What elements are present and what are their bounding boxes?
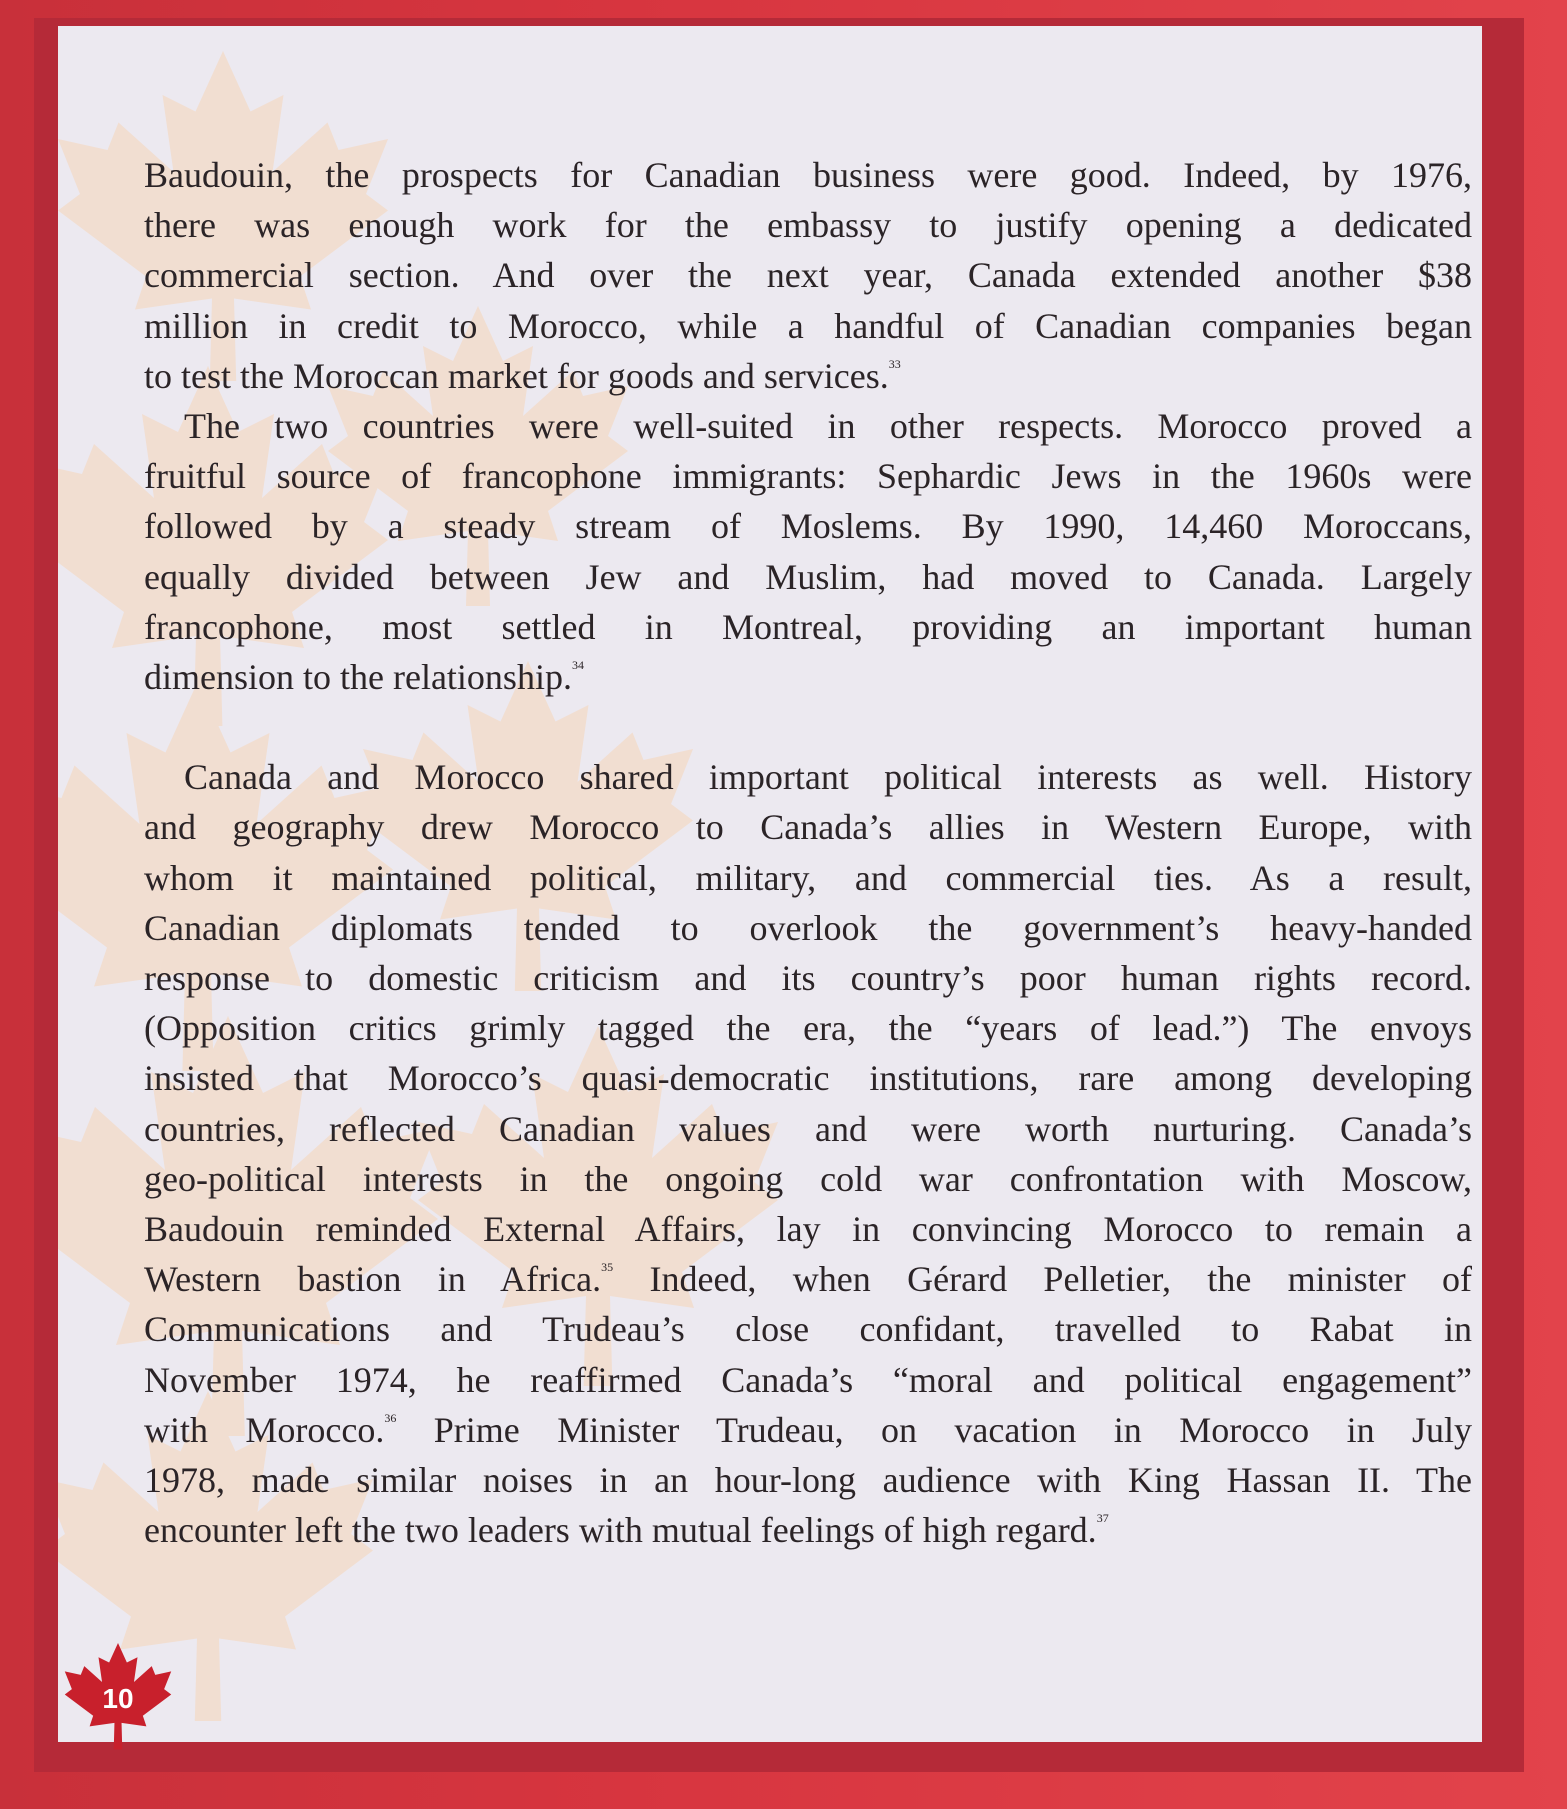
text-line: with Morocco. xyxy=(144,1409,385,1450)
paragraph-1-last-line xyxy=(144,351,1472,401)
text-line: encounter left the two leaders with mutual feelings of high regard. xyxy=(144,1510,1097,1551)
text-line: commercial section. And over the next year, Canada extended another $38 xyxy=(144,255,1472,296)
paragraph-spacer xyxy=(144,702,1472,752)
paper-sheet xyxy=(58,26,1482,1742)
paragraph-3 xyxy=(144,752,1472,1505)
text-line: 1978, made similar noises in an hour-long audience with King Hassan II. The xyxy=(144,1460,1472,1501)
text-line: (Opposition critics grimly tagged the era, the “years of lead.”) The envoys xyxy=(144,1008,1472,1049)
article-body xyxy=(144,150,1472,1555)
text-line: to test the Moroccan market for goods and services. xyxy=(144,355,889,396)
paragraph-2-last-line xyxy=(144,652,1472,702)
footnote-marker: 33 xyxy=(888,356,901,371)
text-line: Canadian diplomats tended to overlook the government’s heavy-handed xyxy=(144,907,1472,948)
text-line: million in credit to Morocco, while a handful of Canadian companies began xyxy=(144,305,1472,346)
text-line: Prime Minister Trudeau, on vacation in Morocco in July xyxy=(396,1409,1472,1450)
footnote-marker: 37 xyxy=(1096,1511,1109,1526)
text-line: response to domestic criticism and its country’s poor human rights record. xyxy=(144,958,1472,999)
text-line: geo-political interests in the ongoing cold war confrontation with Moscow, xyxy=(144,1158,1472,1199)
text-line: Indeed, when Gérard Pelletier, the minister of xyxy=(613,1259,1472,1300)
text-line: November 1974, he reaffirmed Canada’s “moral and political engagement” xyxy=(144,1359,1472,1400)
text-line: insisted that Morocco’s quasi-democratic institutions, rare among developing xyxy=(144,1058,1472,1099)
text-line: equally divided between Jew and Muslim, had moved to Canada. Largely xyxy=(144,556,1472,597)
text-line: whom it maintained political, military, and commercial ties. As a result, xyxy=(144,857,1472,898)
text-line: Western bastion in Africa. xyxy=(144,1259,602,1300)
paragraph-2 xyxy=(144,401,1472,652)
page-number: 10 xyxy=(102,1683,134,1714)
text-line: there was enough work for the embassy to justify opening a dedicated xyxy=(144,205,1472,246)
page-number-badge xyxy=(64,1643,172,1753)
footnote-marker: 35 xyxy=(601,1260,614,1275)
paragraph-3-last-line xyxy=(144,1505,1472,1555)
text-line: Baudouin reminded External Affairs, lay in convincing Morocco to remain a xyxy=(144,1209,1472,1250)
text-line: Baudouin, the prospects for Canadian business were good. Indeed, by 1976, xyxy=(144,155,1472,195)
footnote-marker: 36 xyxy=(384,1410,397,1425)
text-line: Canada and Morocco shared important political interests as well. History xyxy=(184,757,1472,798)
paragraph-1 xyxy=(144,150,1472,351)
text-line: dimension to the relationship. xyxy=(144,657,572,698)
text-line: Communications and Trudeau’s close confidant, travelled to Rabat in xyxy=(144,1309,1472,1350)
footnote-marker: 34 xyxy=(571,658,584,673)
text-line: countries, reflected Canadian values and were worth nurturing. Canada’s xyxy=(144,1108,1472,1149)
text-line: followed by a steady stream of Moslems. By 1990, 14,460 Moroccans, xyxy=(144,506,1472,547)
text-line: francophone, most settled in Montreal, providing an important human xyxy=(144,606,1472,647)
text-line: fruitful source of francophone immigrants: Sephardic Jews in the 1960s were xyxy=(144,456,1472,497)
text-line: The two countries were well-suited in other respects. Morocco proved a xyxy=(184,406,1472,447)
text-line: and geography drew Morocco to Canada’s allies in Western Europe, with xyxy=(144,807,1472,848)
